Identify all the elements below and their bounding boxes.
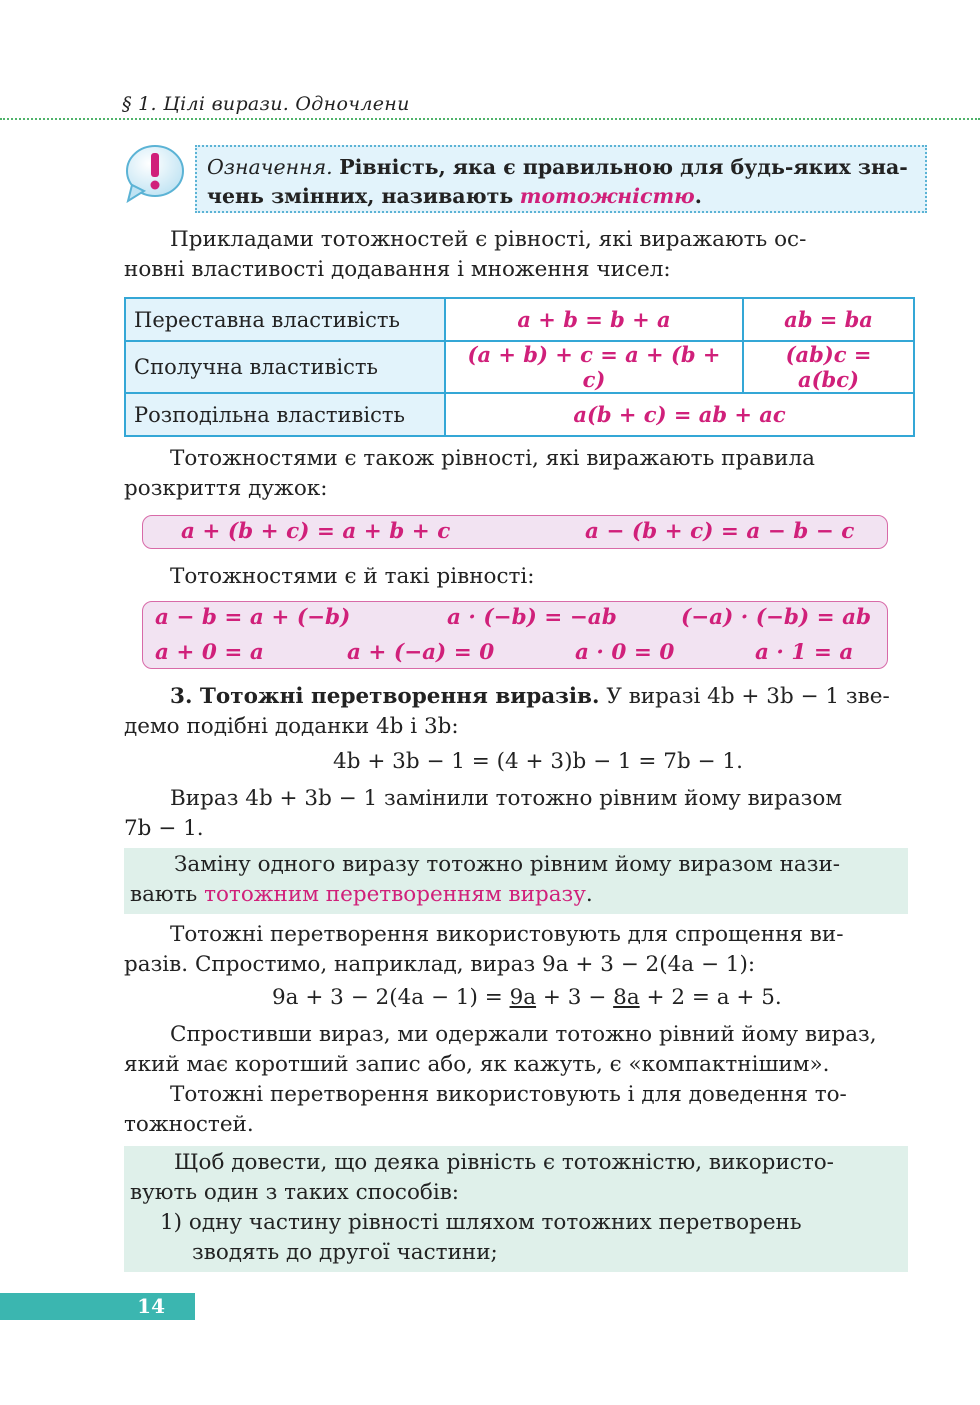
box-line: вають	[130, 882, 198, 907]
identity-formula: a · (−b) = −ab	[447, 605, 617, 630]
section-3-paragraph-2	[124, 784, 908, 844]
definition-lead: Означення.	[207, 155, 333, 179]
table-row	[125, 341, 914, 393]
table-cell-label: Сполучна властивість	[125, 341, 445, 393]
section-heading: 3. Тотожні перетворення виразів.	[170, 684, 600, 709]
intro-paragraph	[124, 225, 908, 285]
table-row	[125, 393, 914, 436]
equation-underlined-term: 9a	[509, 985, 537, 1010]
box-line-end: .	[585, 882, 593, 907]
table-cell-label: Переставна властивість	[125, 298, 445, 341]
simplify-paragraph	[124, 920, 908, 980]
definition-green-box	[124, 848, 908, 914]
header-divider	[0, 118, 980, 120]
identity-formula: a · 1 = a	[755, 640, 854, 665]
equation-part: + 2 = a + 5.	[646, 985, 782, 1010]
brackets-formula-bar	[142, 515, 888, 549]
identity-formula: (−a) · (−b) = ab	[681, 605, 872, 630]
paragraph-line: разів. Спростимо, наприклад, вираз 9a + 3 − 2(4a − 1):	[124, 952, 756, 977]
section-3-line-1: У виразі 4b + 3b − 1 зве-	[606, 684, 890, 709]
box-line: Щоб довести, що деяка рівність є тотожністю, використо-	[174, 1150, 834, 1175]
properties-table	[124, 297, 915, 437]
definition-box	[195, 145, 927, 213]
paragraph-line: тожностей.	[124, 1112, 254, 1137]
table-row	[125, 298, 914, 341]
identity-formula: a · 0 = 0	[575, 640, 675, 665]
table-cell-formula: a + b = b + a	[445, 298, 743, 341]
brackets-line-2: розкриття дужок:	[124, 476, 328, 501]
bracket-formula: a − (b + c) = a − b − c	[585, 519, 855, 544]
list-item-line: 1) одну частину рівності шляхом тотожних перетворень	[160, 1210, 802, 1235]
brackets-paragraph	[124, 444, 908, 504]
identity-formula: a − b = a + (−b)	[155, 605, 351, 630]
section-3-paragraph	[124, 682, 908, 742]
identity-formula: a + (−a) = 0	[347, 640, 495, 665]
table-cell-formula: (ab)c = a(bc)	[743, 341, 914, 393]
page-number: 14	[137, 1294, 165, 1318]
paragraph-line: який має коротший запис або, як кажуть, є «компактнішим».	[124, 1052, 830, 1077]
paragraph-line: Тотожні перетворення використовують і для доведення то-	[170, 1082, 847, 1107]
more-identities-text: Тотожностями є й такі рівності:	[170, 564, 535, 589]
list-item	[160, 1208, 902, 1268]
methods-green-box	[124, 1146, 908, 1272]
paragraph-line: Спростивши вираз, ми одержали тотожно рівний йому вираз,	[170, 1022, 877, 1047]
equation-underlined-term: 8a	[613, 985, 640, 1010]
definition-term: тотожністю	[519, 184, 695, 208]
table-cell-label: Розподільна властивість	[125, 393, 445, 436]
intro-line-1: Прикладами тотожностей є рівності, які виражають ос-	[170, 227, 807, 252]
section-3-line-2: демо подібні доданки 4b і 3b:	[124, 714, 459, 739]
table-cell-formula: a(b + c) = ab + ac	[445, 393, 914, 436]
brackets-line-1: Тотожностями є також рівності, які виражають правила	[170, 446, 815, 471]
equation-simplify	[272, 985, 782, 1010]
exclamation-bubble-icon	[124, 143, 186, 205]
identity-formula: a + 0 = a	[155, 640, 264, 665]
definition-text-1: Рівність, яка є правильною для будь-яких зна-	[339, 155, 908, 179]
definition-text-2: чень змінних, називають	[207, 184, 514, 208]
after-paragraph	[124, 1020, 908, 1140]
paragraph-line: 7b − 1.	[124, 816, 204, 841]
paragraph-line: Вираз 4b + 3b − 1 замінили тотожно рівним йому виразом	[170, 786, 843, 811]
definition-end: .	[694, 184, 702, 208]
table-cell-formula: ab = ba	[743, 298, 914, 341]
transformation-term: тотожним перетворенням виразу	[204, 882, 586, 907]
equation-part: + 3 −	[542, 985, 607, 1010]
box-line: вують один з таких способів:	[130, 1180, 460, 1205]
running-header: § 1. Цілі вирази. Одночлени	[122, 93, 410, 115]
equation-part: 9a + 3 − 2(4a − 1) =	[272, 985, 503, 1010]
equation-combine: 4b + 3b − 1 = (4 + 3)b − 1 = 7b − 1.	[333, 749, 743, 774]
identities-formula-bar	[142, 601, 888, 669]
intro-line-2: новні властивості додавання і множення чисел:	[124, 257, 671, 282]
bracket-formula: a + (b + c) = a + b + c	[181, 519, 451, 544]
table-cell-formula: (a + b) + c = a + (b + c)	[445, 341, 743, 393]
paragraph-line: Тотожні перетворення використовують для спрощення ви-	[170, 922, 844, 947]
list-item-line: зводять до другої частини;	[192, 1240, 498, 1265]
box-line: Заміну одного виразу тотожно рівним йому виразом нази-	[174, 852, 841, 877]
